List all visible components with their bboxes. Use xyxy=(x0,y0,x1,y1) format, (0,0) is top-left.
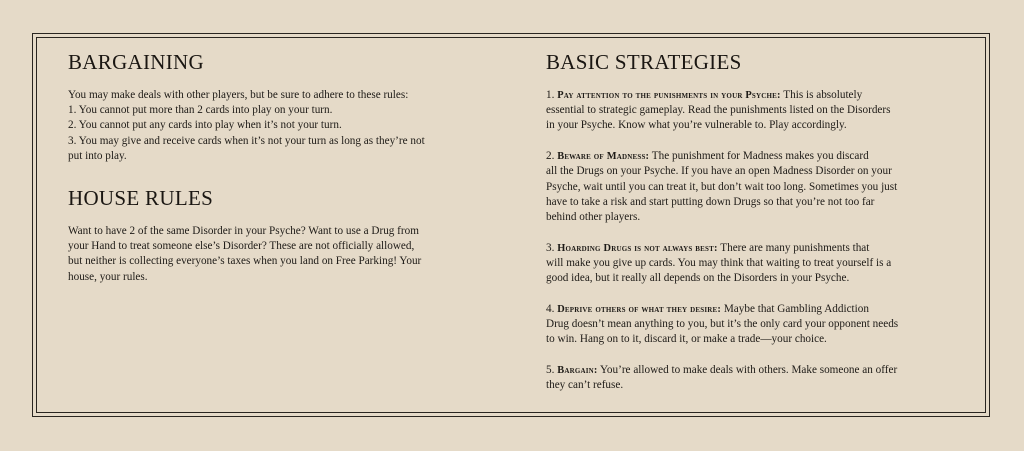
strategy-number: 2. xyxy=(546,150,555,163)
strategy-list xyxy=(546,88,956,393)
house-rules-line: house, your rules. xyxy=(68,270,148,283)
strategy-first-rest: This is absolutely xyxy=(780,89,863,101)
strategy-line: in your Psyche. Know what you’re vulnerable to. Play accordingly. xyxy=(546,119,847,132)
strategy-heading: Bargain: xyxy=(557,364,598,376)
strategy-first-line xyxy=(546,149,956,164)
house-rules-line: but neither is collecting everyone’s taxes when you land on Free Parking! Your xyxy=(68,255,422,268)
house-rules-title: HOUSE RULES xyxy=(68,186,214,211)
strategy-first-rest: You’re allowed to make deals with others. Make someone an offer xyxy=(597,363,898,376)
strategy-first-line xyxy=(546,241,956,256)
strategy-number: 3. xyxy=(546,241,555,254)
bargaining-text xyxy=(68,88,478,164)
strategy-first-rest: The punishment for Madness makes you discard xyxy=(649,150,869,163)
strategy-line: essential to strategic gameplay. Read the punishments listed on the Disorders xyxy=(546,104,891,117)
strategy-line: Psyche, wait until you can treat it, but don’t wait too long. Sometimes you just xyxy=(546,180,898,193)
strategy-first-line xyxy=(546,302,956,317)
strategy-first-rest: There are many punishments that xyxy=(717,241,870,254)
house-rules-text xyxy=(68,224,478,285)
strategy-item xyxy=(546,88,956,134)
house-rules-line: Want to have 2 of the same Disorder in your Psyche? Want to use a Drug from xyxy=(68,225,419,238)
strategy-line: will make you give up cards. You may think that waiting to treat yourself is a xyxy=(546,256,892,269)
bargaining-line: 1. You cannot put more than 2 cards into play on your turn. xyxy=(68,104,333,117)
bargaining-line: 3. You may give and receive cards when it’s not your turn as long as they’re not xyxy=(68,134,425,147)
strategy-heading: Beware of Madness: xyxy=(557,151,650,163)
strategy-first-rest: Maybe that Gambling Addiction xyxy=(721,302,869,315)
strategy-heading: Deprive others of what they desire: xyxy=(557,303,722,315)
strategy-line: good idea, but it really all depends on the Disorders in your Psyche. xyxy=(546,272,850,285)
strategy-heading: Hoarding Drugs is not always best: xyxy=(557,242,718,254)
strategy-line: Drug doesn’t mean anything to you, but it’s the only card your opponent needs xyxy=(546,317,899,330)
strategy-line: have to take a risk and start putting down Drugs so that you’re not too far xyxy=(546,195,875,208)
bargaining-line: You may make deals with other players, but be sure to adhere to these rules: xyxy=(68,89,409,101)
strategy-first-line xyxy=(546,363,956,378)
basic-strategies-title: BASIC STRATEGIES xyxy=(546,50,742,74)
bargaining-line: put into play. xyxy=(68,149,127,162)
strategy-item xyxy=(546,241,956,287)
strategy-item xyxy=(546,149,956,225)
strategy-heading: Pay attention to the punishments in your Psyche: xyxy=(557,90,781,101)
strategy-item xyxy=(546,302,956,348)
strategy-first-line xyxy=(546,88,956,103)
strategy-line: all the Drugs on your Psyche. If you have an open Madness Disorder on your xyxy=(546,165,892,178)
strategy-number: 4. xyxy=(546,302,555,315)
bargaining-title: BARGAINING xyxy=(68,50,204,74)
strategy-number: 5. xyxy=(546,363,555,376)
strategy-line: to win. Hang on to it, discard it, or make a trade—your choice. xyxy=(546,333,827,346)
right-column xyxy=(546,50,956,409)
strategy-item xyxy=(546,363,956,393)
bargaining-line: 2. You cannot put any cards into play when it’s not your turn. xyxy=(68,119,342,132)
strategy-line: they can’t refuse. xyxy=(546,379,624,392)
left-column xyxy=(68,50,478,285)
strategy-line: behind other players. xyxy=(546,210,641,223)
strategy-number: 1. xyxy=(546,89,555,101)
house-rules-line: your Hand to treat someone else’s Disorder? These are not officially allowed, xyxy=(68,240,415,253)
